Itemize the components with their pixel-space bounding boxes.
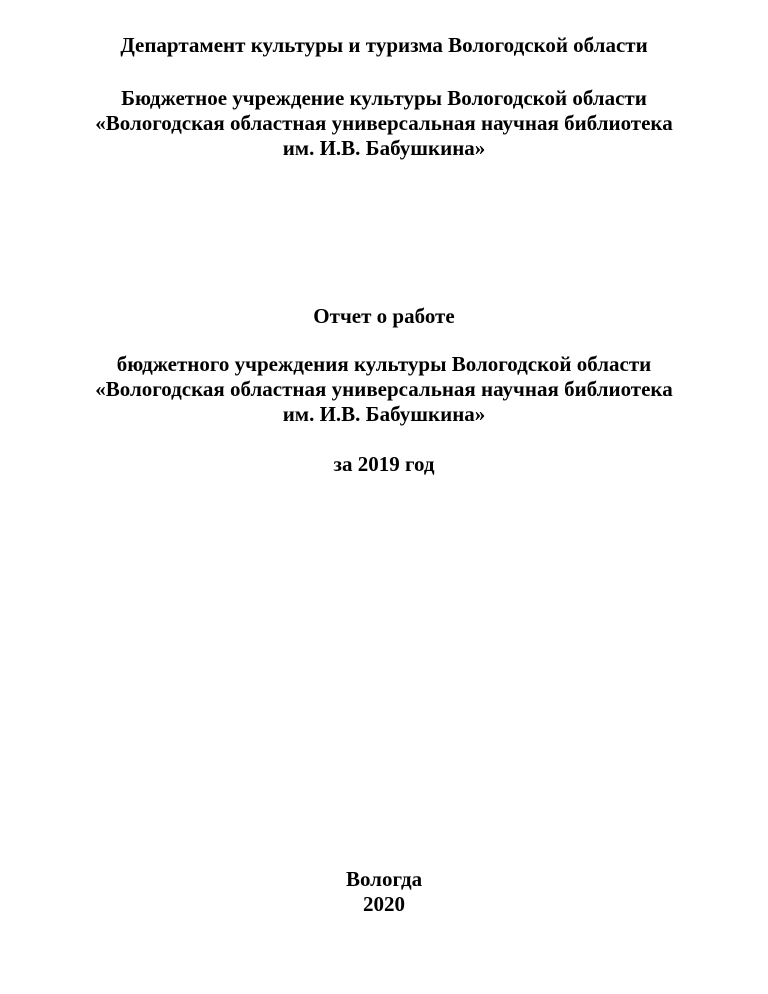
institution-line: «Вологодская областная универсальная научная библиотека (95, 111, 673, 135)
report-title (0, 304, 768, 329)
report-subject-line: бюджетного учреждения культуры Вологодской области (116, 352, 652, 376)
report-title-text: Отчет о работе (313, 304, 455, 328)
report-period (0, 452, 768, 477)
report-subject-line: им. И.В. Бабушкина» (282, 402, 486, 426)
department-name: Департамент культуры и туризма Вологодской области (120, 33, 648, 57)
place-and-date (0, 867, 768, 917)
report-subject-line: «Вологодская областная универсальная научная библиотека (95, 377, 673, 401)
institution-line: Бюджетное учреждение культуры Вологодской области (121, 86, 647, 110)
city-name: Вологда (345, 867, 423, 891)
institution-heading (0, 86, 768, 161)
department-heading (0, 33, 768, 58)
report-period-text: за 2019 год (333, 452, 435, 476)
report-subject (0, 352, 768, 427)
institution-line: им. И.В. Бабушкина» (282, 136, 486, 160)
publication-year: 2020 (363, 892, 405, 916)
